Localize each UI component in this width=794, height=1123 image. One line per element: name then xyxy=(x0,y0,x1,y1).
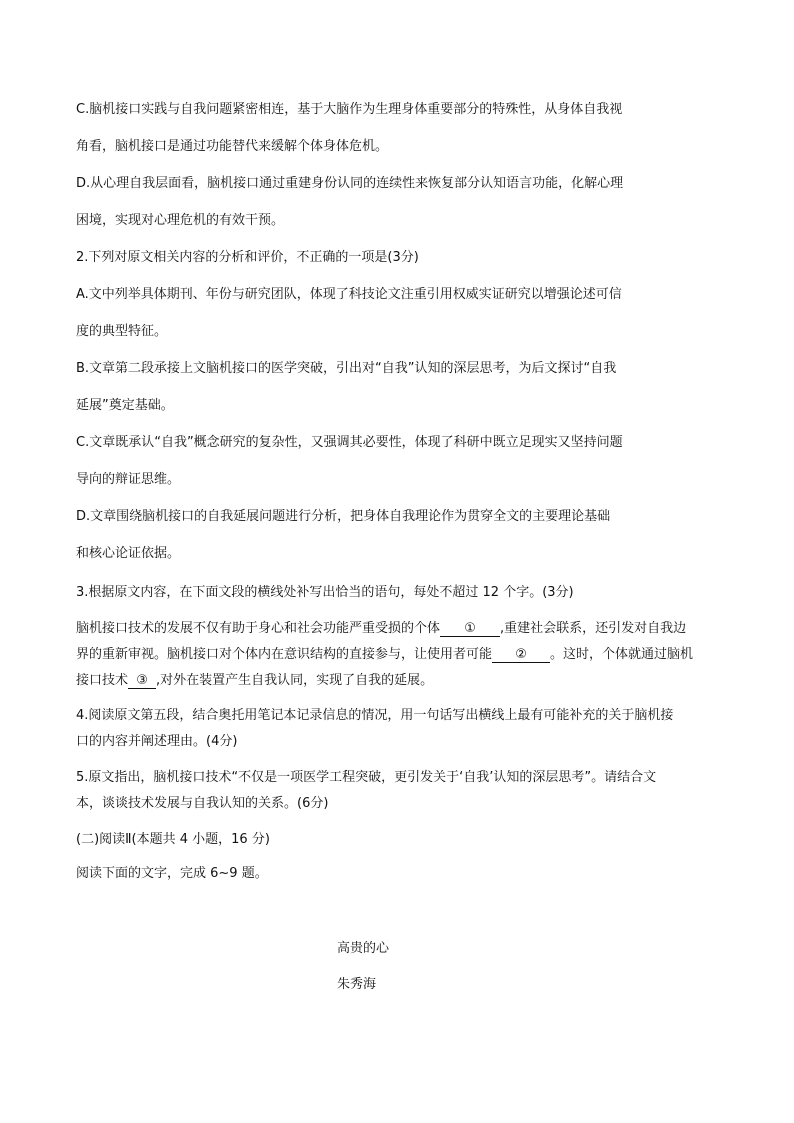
blank-1[interactable]: ① xyxy=(440,622,500,637)
q2-option-b-line2: 延展”奠定基础。 xyxy=(76,398,174,413)
section-heading: (二)阅读Ⅱ(本题共 4 小题，16 分) xyxy=(76,832,270,847)
q3-passage xyxy=(76,616,726,694)
q4-line2: 口的内容并阐述理由。(4分) xyxy=(76,734,238,749)
q3-passage-line3: 接口技术 ③ ,对外在装置产生自我认同，实现了自我的延展。 xyxy=(76,673,434,688)
q2-stem: 2.下列对原文相关内容的分析和评价，不正确的一项是(3分) xyxy=(76,250,419,265)
q2-option-c-line1: C.文章既承认“自我”概念研究的复杂性，又强调其必要性，体现了科研中既立足现实又坚持问题 xyxy=(76,435,623,450)
q2-option-d-line2: 和核心论证依据。 xyxy=(76,546,181,561)
q2-option-a-line2: 度的典型特征。 xyxy=(76,324,168,339)
q2-option-c-line2: 导向的辩证思维。 xyxy=(76,472,181,487)
blank-3[interactable]: ③ xyxy=(128,674,156,689)
q2-option-a-line1: A.文中列举具体期刊、年份与研究团队，体现了科技论文注重引用权威实证研究以增强论述可信 xyxy=(76,287,622,302)
article-title: 高贵的心 xyxy=(337,941,390,956)
q3-passage-line1: 脑机接口技术的发展不仅有助于身心和社会功能严重受损的个体 ① ,重建社会联系，还引发对自我边 xyxy=(76,621,687,636)
q1-option-d-line2: 困境，实现对心理危机的有效干预。 xyxy=(76,213,285,228)
q1-option-d-line1: D.从心理自我层面看，脑机接口通过重建身份认同的连续性来恢复部分认知语言功能，化解心理 xyxy=(76,176,624,191)
q3-stem: 3.根据原文内容，在下面文段的横线处补写出恰当的语句，每处不超过 12 个字。(3分) xyxy=(76,585,574,600)
q1-option-c-line1: C.脑机接口实践与自我问题紧密相连，基于大脑作为生理身体重要部分的特殊性，从身体自我视 xyxy=(76,102,623,117)
q2-option-d-line1: D.文章围绕脑机接口的自我延展问题进行分析，把身体自我理论作为贯穿全文的主要理论基础 xyxy=(76,509,611,524)
q2-option-b-line1: B.文章第二段承接上文脑机接口的医学突破，引出对“自我”认知的深层思考，为后文探讨“自我 xyxy=(76,361,617,376)
blank-2[interactable]: ② xyxy=(492,648,550,663)
q1-option-c-line2: 角看，脑机接口是通过功能替代来缓解个体身体危机。 xyxy=(76,139,389,154)
article-author: 朱秀海 xyxy=(337,977,377,992)
q5-line2: 本，谈谈技术发展与自我认知的关系。(6分) xyxy=(76,796,329,811)
q3-passage-line2: 界的重新审视。脑机接口对个体内在意识结构的直接参与，让使用者可能 ② 。这时，个体就通过脑机 xyxy=(76,647,694,662)
q4-line1: 4.阅读原文第五段，结合奥托用笔记本记录信息的情况，用一句话写出横线上最有可能补充的关于脑机接 xyxy=(76,708,674,723)
section-instruction: 阅读下面的文字，完成 6~9 题。 xyxy=(76,866,268,881)
q5-line1: 5.原文指出，脑机接口技术“不仅是一项医学工程突破，更引发关于‘自我’认知的深层思考”。请结合文 xyxy=(76,770,657,785)
